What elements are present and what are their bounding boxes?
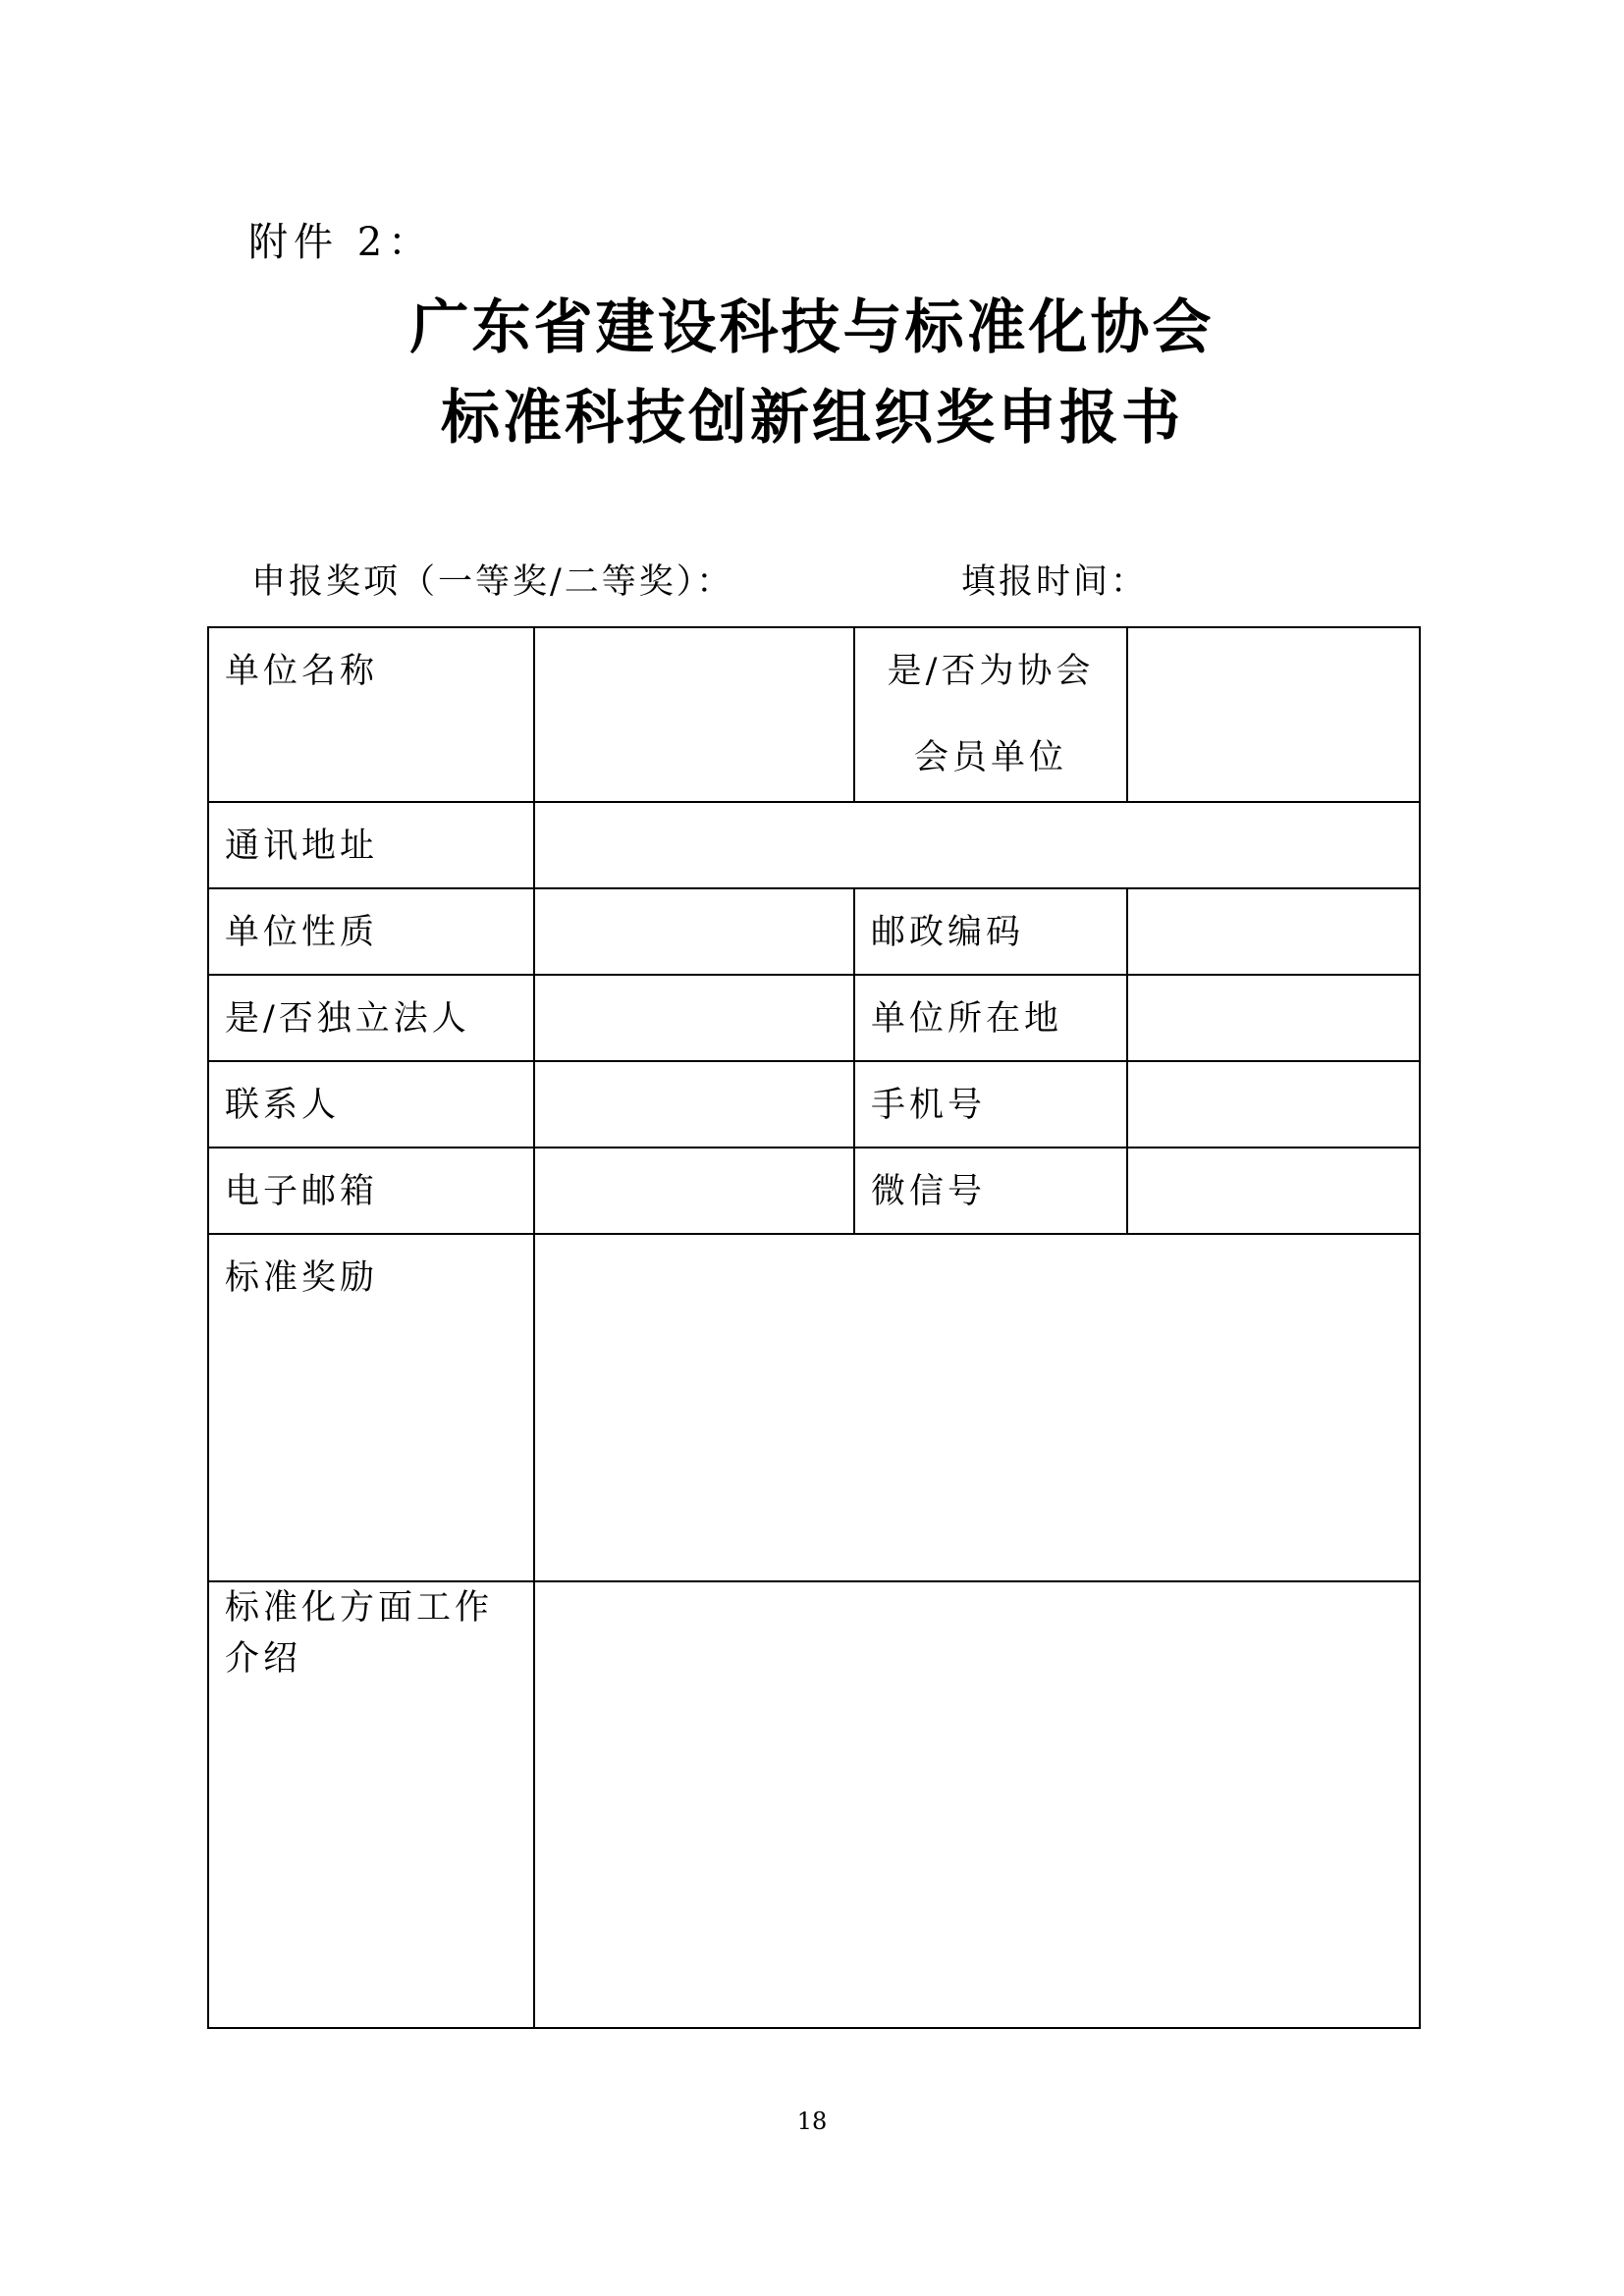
row-std-work <box>208 1581 1420 2028</box>
is-member-label-line2: 会员单位 <box>913 738 1067 777</box>
wechat-field[interactable] <box>1127 1148 1420 1234</box>
row-contact <box>208 1061 1420 1148</box>
attachment-label: 附件 2： <box>248 220 434 265</box>
award-item-label: 申报奖项（一等奖/二等奖）： <box>251 562 734 602</box>
mobile-field[interactable] <box>1127 1061 1420 1148</box>
std-work-label-line2: 介绍 <box>225 1639 302 1679</box>
independent-legal-label: 是/否独立法人 <box>208 975 534 1061</box>
address-field[interactable] <box>534 802 1420 888</box>
std-work-field[interactable] <box>534 1581 1420 2028</box>
row-address <box>208 802 1420 888</box>
unit-name-label: 单位名称 <box>208 627 534 802</box>
row-unit-name <box>208 627 1420 802</box>
is-member-label <box>854 627 1127 802</box>
email-label: 电子邮箱 <box>208 1148 534 1234</box>
row-std-awards <box>208 1234 1420 1581</box>
is-member-label-line1: 是/否为协会 <box>887 652 1095 691</box>
unit-name-field[interactable] <box>534 627 854 802</box>
document-title-line2: 标准科技创新组织奖申报书 <box>441 384 1183 453</box>
unit-location-label: 单位所在地 <box>854 975 1127 1061</box>
unit-location-field[interactable] <box>1127 975 1420 1061</box>
unit-nature-label: 单位性质 <box>208 888 534 975</box>
std-awards-field[interactable] <box>534 1234 1420 1581</box>
fill-date-label: 填报时间： <box>961 562 1149 602</box>
row-email <box>208 1148 1420 1234</box>
wechat-label: 微信号 <box>854 1148 1127 1234</box>
std-work-label-line1: 标准化方面工作 <box>225 1588 494 1628</box>
is-member-field[interactable] <box>1127 627 1420 802</box>
unit-nature-field[interactable] <box>534 888 854 975</box>
address-label: 通讯地址 <box>208 802 534 888</box>
application-form-table <box>207 626 1421 2029</box>
contact-label: 联系人 <box>208 1061 534 1148</box>
mobile-label: 手机号 <box>854 1061 1127 1148</box>
document-title-line1: 广东省建设科技与标准化协会 <box>409 294 1215 362</box>
page-number: 18 <box>796 2108 828 2135</box>
contact-field[interactable] <box>534 1061 854 1148</box>
postal-code-field[interactable] <box>1127 888 1420 975</box>
std-awards-label: 标准奖励 <box>208 1234 534 1581</box>
std-work-label <box>208 1581 534 2028</box>
email-field[interactable] <box>534 1148 854 1234</box>
row-legal-person <box>208 975 1420 1061</box>
row-unit-nature <box>208 888 1420 975</box>
independent-legal-field[interactable] <box>534 975 854 1061</box>
postal-code-label: 邮政编码 <box>854 888 1127 975</box>
